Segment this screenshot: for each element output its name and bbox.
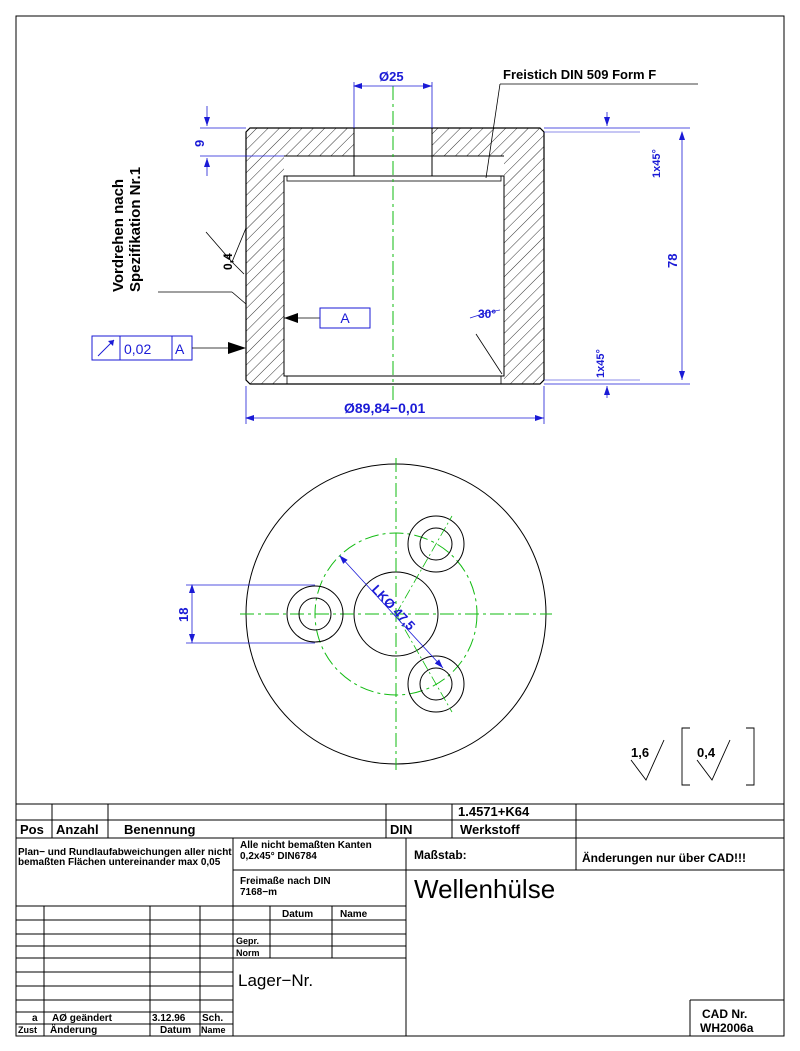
- right-wall-hatch: [504, 128, 544, 384]
- label-name: Name: [340, 909, 368, 920]
- height-label: 78: [665, 253, 680, 268]
- runout-note: Plan− und Rundlaufabweichungen aller nicht bemaßten Flächen untereinander max 0,05: [18, 848, 232, 868]
- tolerance-frame: [92, 336, 246, 360]
- rev-text: AØ geändert: [52, 1013, 113, 1024]
- col-count: Anzahl: [56, 822, 99, 837]
- hole-label: 18: [176, 607, 191, 622]
- material-value: 1.4571+K64: [458, 804, 530, 819]
- bore-diameter-label: Ø25: [379, 69, 404, 84]
- chamfer-top-label: 1x45°: [651, 149, 663, 178]
- roughness-left-label: 0,4: [221, 253, 235, 270]
- rev-name: Sch.: [202, 1013, 224, 1024]
- label-cad-nr: CAD Nr.: [702, 1007, 748, 1021]
- tolerance-datum: A: [175, 341, 185, 357]
- section-view: [246, 86, 544, 400]
- top-left-hatch: [284, 128, 354, 156]
- label-checked: Gepr.: [236, 936, 260, 946]
- bolt-circle-label: LKØ 47,5: [368, 581, 419, 634]
- edges-note: Alle nicht bemaßten Kanten 0,2x45° DIN6784: [240, 840, 372, 862]
- label-norm: Norm: [236, 948, 260, 958]
- rev-index: a: [32, 1013, 38, 1024]
- turning-note-line1: Vordrehen nach: [110, 178, 127, 292]
- col-pos: Pos: [20, 822, 44, 837]
- left-wall-hatch: [246, 128, 284, 384]
- cad-note: Änderungen nur über CAD!!!: [582, 851, 746, 865]
- col-date2: Datum: [160, 1025, 192, 1036]
- col-material: Werkstoff: [460, 822, 520, 837]
- depth-label: 9: [192, 139, 207, 147]
- undercut-label: Freistich DIN 509 Form F: [503, 67, 657, 82]
- label-storage: Lager−Nr.: [238, 971, 314, 990]
- col-name2: Name: [201, 1025, 226, 1035]
- surface-symbols: [631, 728, 754, 785]
- turning-note: [110, 167, 246, 304]
- dim-bolt-circle: [340, 556, 443, 668]
- outer-diameter-label: Ø89,84−0,01: [344, 400, 426, 416]
- label-scale: Maßstab:: [414, 848, 467, 862]
- turning-note-line2: Spezifikation Nr.1: [127, 166, 144, 292]
- bolt-hole: [396, 516, 464, 614]
- col-zust: Zust: [18, 1025, 37, 1035]
- angle-label: 30°: [478, 307, 497, 321]
- dim-right: [544, 112, 690, 398]
- tolerances-note: Freimaße nach DIN 7168−m: [240, 876, 331, 898]
- surface-general-label: 1,6: [631, 745, 650, 760]
- cad-nr: WH2006a: [700, 1021, 754, 1035]
- col-din: DIN: [390, 822, 413, 837]
- roughness-left: [206, 228, 246, 274]
- title-block: [16, 804, 784, 1036]
- datum-label: A: [340, 310, 350, 326]
- col-change: Änderung: [50, 1025, 98, 1036]
- label-date: Datum: [282, 909, 314, 920]
- drawing-title: Wellenhülse: [414, 874, 556, 904]
- col-name: Benennung: [124, 822, 196, 837]
- tolerance-value: 0,02: [124, 341, 152, 357]
- rev-date: 3.12.96: [152, 1013, 186, 1024]
- chamfer-bottom-label: 1x45°: [595, 349, 607, 378]
- surface-bracket-label: 0,4: [697, 745, 716, 760]
- dim-outer-diameter: [246, 386, 544, 424]
